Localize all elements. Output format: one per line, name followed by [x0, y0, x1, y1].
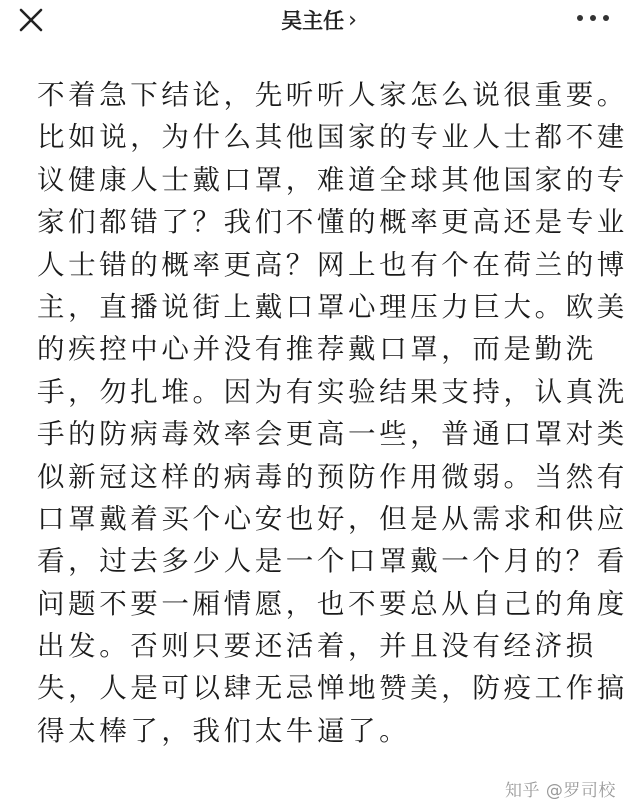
account-name: 吴主任 — [281, 9, 345, 33]
post-line: 家们都错了？我们不懂的概率更高还是专业 — [37, 206, 628, 239]
post-line: 似新冠这样的病毒的预防作用微弱。当然有 — [37, 460, 628, 493]
post-line: 主，直播说街上戴口罩心理压力巨大。欧美 — [37, 290, 628, 323]
post-line: 出发。否则只要还活着，并且没有经济损 — [37, 630, 597, 663]
post-line: 问题不要一厢情愿，也不要总从自己的角度 — [37, 587, 628, 620]
watermark: 知乎 @罗司校 — [505, 781, 616, 801]
post-body — [37, 74, 628, 752]
post-line: 议健康人士戴口罩，难道全球其他国家的专 — [37, 163, 628, 196]
account-title-link[interactable] — [281, 5, 357, 35]
chevron-right-icon: › — [348, 7, 357, 33]
post-line: 手的防病毒效率会更高一些，普通口罩对类 — [37, 418, 628, 451]
post-line: 的疾控中心并没有推荐戴口罩，而是勤洗 — [37, 333, 597, 366]
top-bar — [0, 0, 638, 44]
post-line: 比如说，为什么其他国家的专业人士都不建 — [37, 121, 628, 154]
post-line: 失，人是可以肆无忌惮地赞美，防疫工作搞 — [37, 672, 628, 705]
post-line: 不着急下结论，先听听人家怎么说很重要。 — [37, 79, 628, 111]
post-line: 看，过去多少人是一个口罩戴一个月的？看 — [37, 545, 628, 578]
post-line: 得太棒了，我们太牛逼了。 — [37, 714, 411, 747]
more-icon[interactable] — [574, 6, 614, 30]
post-line: 手，勿扎堆。因为有实验结果支持，认真洗 — [37, 375, 628, 408]
post-line: 口罩戴着买个心安也好，但是从需求和供应 — [37, 502, 628, 535]
post-line: 人士错的概率更高？网上也有个在荷兰的博 — [37, 248, 628, 281]
close-icon[interactable] — [14, 4, 50, 40]
